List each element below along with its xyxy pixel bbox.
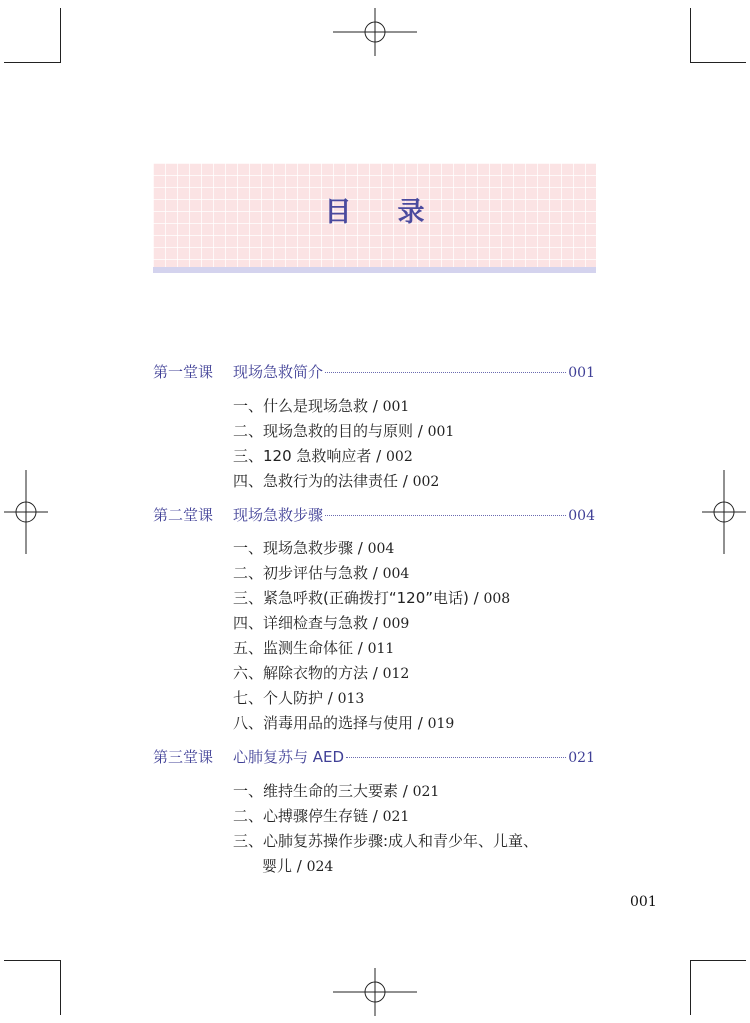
toc-item-page: 004: [382, 566, 410, 582]
toc-item[interactable]: 二、心搏骤停生存链 / 021: [233, 807, 410, 825]
toc-item-page: 009: [382, 616, 410, 632]
toc-item-page: 004: [367, 541, 395, 557]
lesson-title: 现场急救步骤: [233, 506, 324, 524]
toc-item[interactable]: 三、120 急救响应者 / 002: [233, 447, 413, 465]
lesson-page-number: 001: [568, 365, 595, 381]
toc-item-text: 一、什么是现场急救: [233, 397, 369, 415]
toc-item[interactable]: 六、解除衣物的方法 / 012: [233, 664, 410, 682]
toc-item[interactable]: 四、详细检查与急救 / 009: [233, 614, 410, 632]
lesson-label: 第二堂课: [153, 506, 214, 524]
toc-lesson-row[interactable]: [0, 504, 750, 526]
toc-item-page: 008: [483, 591, 511, 607]
page-title: 目录: [324, 197, 471, 228]
toc-item-text: 二、现场急救的目的与原则: [233, 422, 414, 440]
toc-item-page: 001: [382, 399, 410, 415]
dot-leader: [346, 757, 566, 758]
toc-item[interactable]: 二、初步评估与急救 / 004: [233, 564, 410, 582]
toc-item[interactable]: 七、个人防护 / 013: [233, 689, 365, 707]
page-number: 001: [630, 894, 657, 910]
title-banner-underline: [153, 267, 596, 273]
lesson-title: 现场急救简介: [233, 363, 324, 381]
toc-item-page: 013: [337, 691, 365, 707]
lesson-label: 第一堂课: [153, 363, 214, 381]
toc-item-text: 四、急救行为的法律责任: [233, 472, 399, 490]
lesson-label: 第三堂课: [153, 748, 214, 766]
toc-item-page: 011: [367, 641, 395, 657]
toc-item[interactable]: 八、消毒用品的选择与使用 / 019: [233, 714, 455, 732]
toc-item[interactable]: 二、现场急救的目的与原则 / 001: [233, 422, 455, 440]
toc-item-page: 021: [412, 784, 440, 800]
toc-item-page: 024: [306, 859, 334, 875]
toc-item[interactable]: 四、急救行为的法律责任 / 002: [233, 472, 440, 490]
toc-item-text: 五、监测生命体征: [233, 639, 354, 657]
toc-item[interactable]: 三、紧急呼救(正确拨打“120”电话) / 008: [233, 589, 511, 607]
toc-item-text: 三、紧急呼救(正确拨打“120”电话): [233, 589, 469, 607]
toc-item-text: 八、消毒用品的选择与使用: [233, 714, 414, 732]
toc-item[interactable]: 五、监测生命体征 / 011: [233, 639, 395, 657]
toc-item[interactable]: [0, 830, 750, 852]
dot-leader: [325, 372, 566, 373]
lesson-page-number: 021: [568, 750, 595, 766]
toc-item-page: 002: [412, 474, 440, 490]
toc-item-page: 019: [427, 716, 455, 732]
toc-item-text: 四、详细检查与急救: [233, 614, 369, 632]
toc-item-page: 001: [427, 424, 455, 440]
lesson-title: 心肺复苏与 AED: [233, 748, 345, 766]
toc-item-text: 二、心搏骤停生存链: [233, 807, 369, 825]
toc-item-text: 三、心肺复苏操作步骤:成人和青少年、儿童、: [233, 832, 539, 850]
toc-item-text: 二、初步评估与急救: [233, 564, 369, 582]
lesson-page-number: 004: [568, 508, 595, 524]
toc-item-page: 012: [382, 666, 410, 682]
toc-item-text: 三、120 急救响应者: [233, 447, 372, 465]
toc-lesson-row[interactable]: [0, 746, 750, 768]
toc-item-text: 一、维持生命的三大要素: [233, 782, 399, 800]
toc-item-text: 一、现场急救步骤: [233, 539, 354, 557]
toc-item-continuation[interactable]: 婴儿 / 024: [262, 857, 334, 875]
toc-item-text: 七、个人防护: [233, 689, 324, 707]
toc-lesson-row[interactable]: [0, 361, 750, 383]
toc-item[interactable]: 一、维持生命的三大要素 / 021: [233, 782, 440, 800]
dot-leader: [325, 515, 566, 516]
toc-item-page: 002: [386, 449, 413, 465]
toc-item[interactable]: 一、什么是现场急救 / 001: [233, 397, 410, 415]
toc-item-text: 婴儿: [262, 857, 293, 875]
toc-item-text: 六、解除衣物的方法: [233, 664, 369, 682]
toc-item[interactable]: 一、现场急救步骤 / 004: [233, 539, 395, 557]
registration-mark-top: [333, 8, 417, 56]
registration-mark-bottom: [333, 968, 417, 1016]
toc-item-page: 021: [382, 809, 410, 825]
